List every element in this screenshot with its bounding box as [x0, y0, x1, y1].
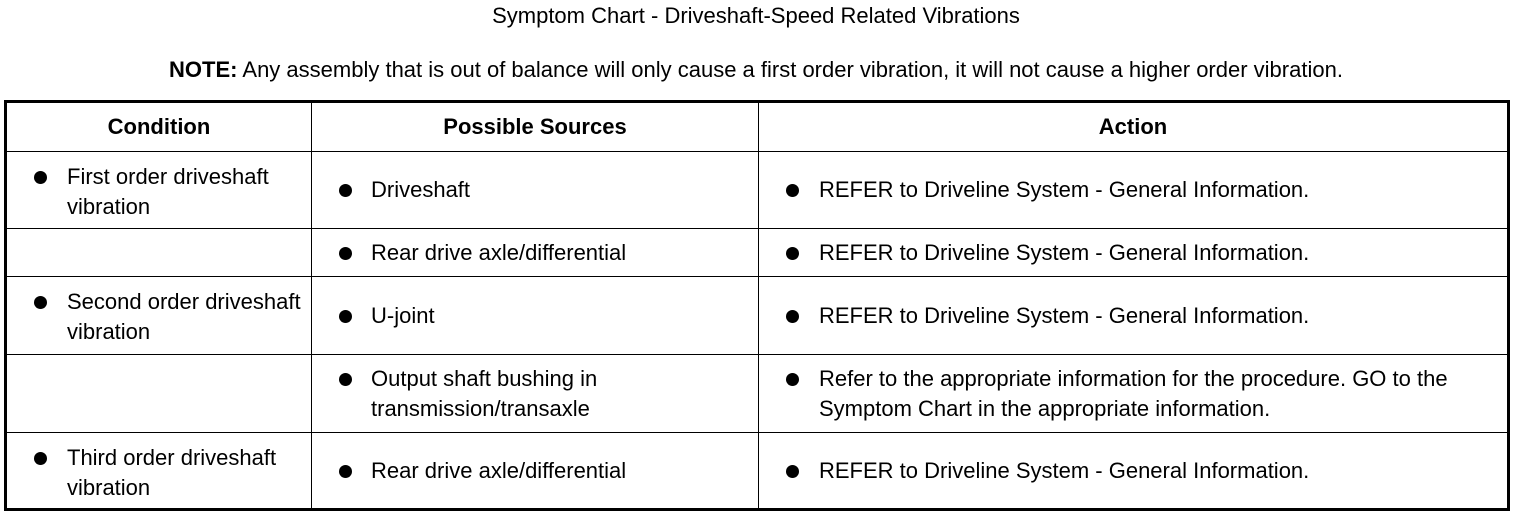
bullet-icon [34, 296, 47, 309]
action-cell [759, 433, 1509, 510]
bullet-icon [786, 184, 799, 197]
header-possible-sources: Possible Sources [312, 102, 759, 152]
source-cell [312, 433, 759, 510]
bullet-icon [786, 310, 799, 323]
action-text: REFER to Driveline System - General Information. [819, 302, 1310, 328]
condition-cell [6, 433, 312, 510]
condition-text: Second order driveshaft vibration [67, 289, 301, 344]
table-row [6, 355, 1509, 433]
condition-cell [6, 152, 312, 229]
action-cell [759, 355, 1509, 433]
bullet-icon [786, 247, 799, 260]
table-row [6, 152, 1509, 229]
bullet-icon [34, 452, 47, 465]
source-text: Rear drive axle/differential [371, 239, 627, 265]
header-action: Action [759, 102, 1509, 152]
bullet-icon [339, 247, 352, 260]
bullet-icon [34, 171, 47, 184]
table-row [6, 229, 1509, 277]
action-text: Refer to the appropriate information for the procedure. GO to the Symptom Chart in the appropriate information. [819, 365, 1448, 421]
bullet-icon [339, 310, 352, 323]
condition-text: First order driveshaft vibration [67, 164, 269, 219]
header-condition: Condition [6, 102, 312, 152]
source-cell [312, 355, 759, 433]
note-text: Any assembly that is out of balance will only cause a first order vibration, it will not cause a higher order vibration. [237, 57, 1343, 82]
action-text: REFER to Driveline System - General Information. [819, 457, 1310, 483]
action-text: REFER to Driveline System - General Information. [819, 177, 1310, 202]
source-text: Output shaft bushing in transmission/transaxle [371, 365, 598, 421]
bullet-icon [786, 373, 799, 386]
note-label: NOTE: [169, 57, 238, 82]
condition-cell [6, 355, 312, 433]
action-cell [759, 152, 1509, 229]
source-cell [312, 152, 759, 229]
bullet-icon [339, 465, 352, 478]
bullet-icon [786, 465, 799, 478]
page-title: Symptom Chart - Driveshaft-Speed Related Vibrations [492, 3, 1020, 28]
action-cell [759, 277, 1509, 355]
source-text: U-joint [371, 302, 435, 328]
condition-text: Third order driveshaft vibration [67, 445, 277, 500]
note [0, 57, 1512, 83]
symptom-chart-table [4, 100, 1510, 511]
action-cell [759, 229, 1509, 277]
table-row [6, 433, 1509, 510]
bullet-icon [339, 373, 352, 386]
condition-cell [6, 229, 312, 277]
source-text: Driveshaft [371, 177, 471, 202]
table-row [6, 277, 1509, 355]
source-cell [312, 277, 759, 355]
condition-cell [6, 277, 312, 355]
action-text: REFER to Driveline System - General Information. [819, 239, 1310, 265]
source-cell [312, 229, 759, 277]
source-text: Rear drive axle/differential [371, 457, 627, 483]
bullet-icon [339, 184, 352, 197]
table-header-row [6, 102, 1509, 152]
